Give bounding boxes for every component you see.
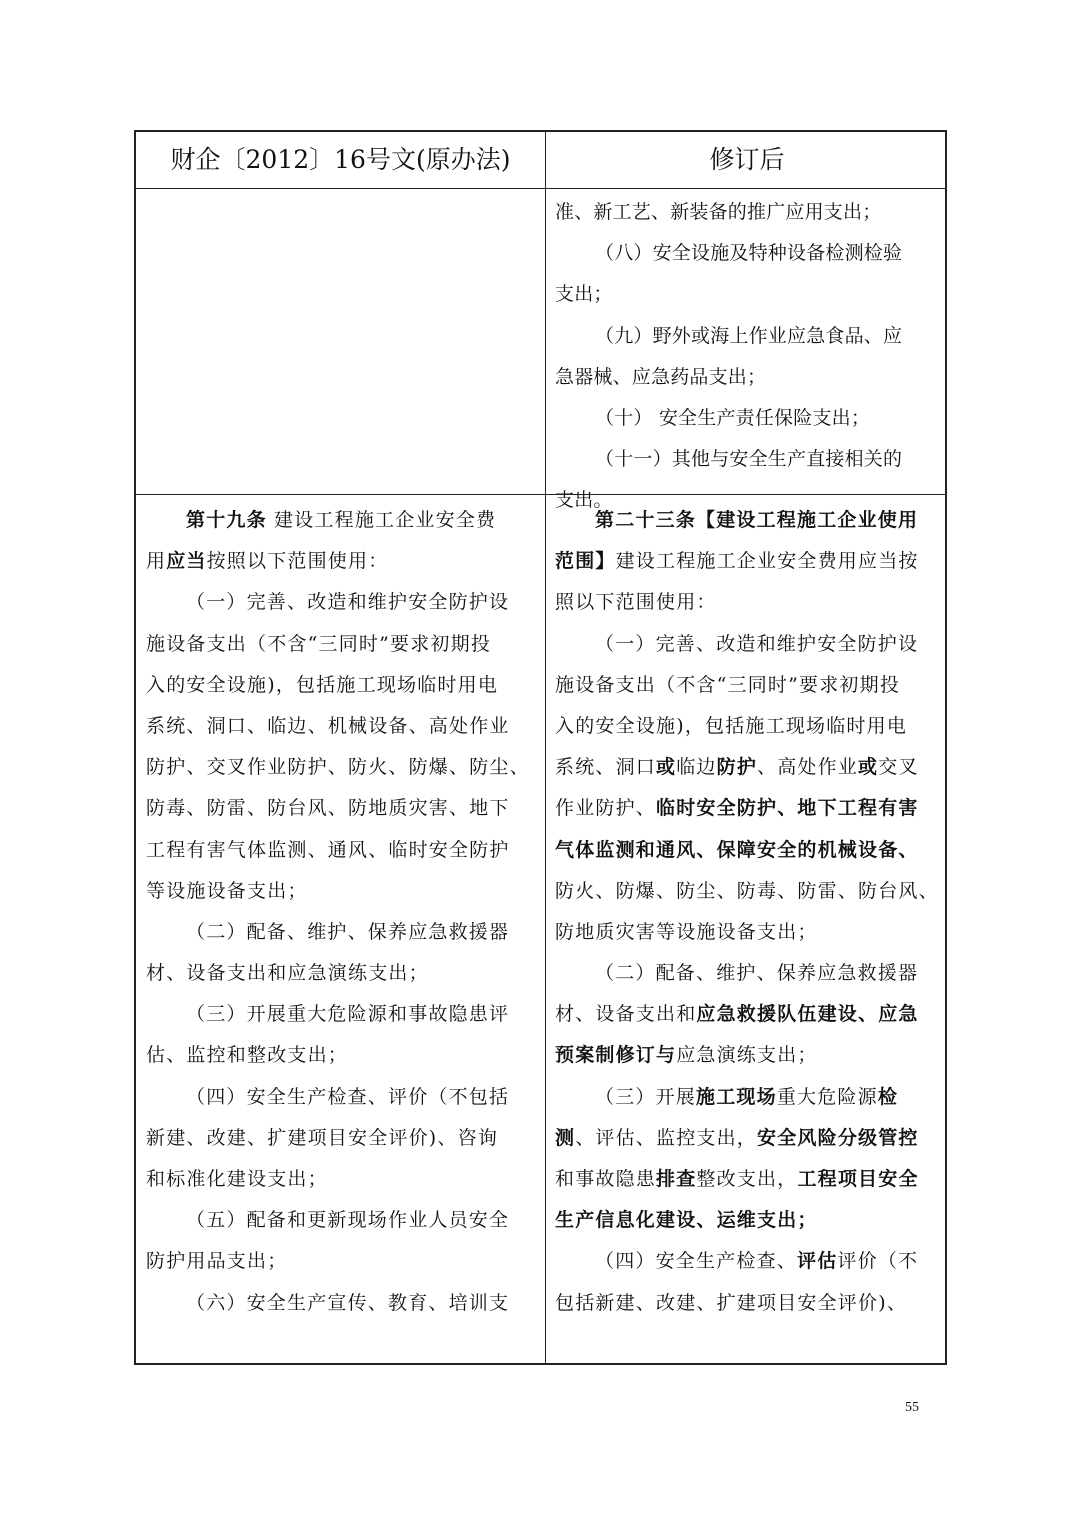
text-line: 气体监测和通风、保障安全的机械设备、 [555, 838, 919, 861]
text-line: 和事故隐患排查整改支出，工程项目安全 [555, 1168, 919, 1190]
comparison-table [134, 130, 947, 1365]
text-line: 急器械、应急药品支出； [555, 365, 767, 388]
text-line: （二）配备、维护、保养应急救援器 [186, 920, 510, 943]
header-revised: 修订后 [709, 145, 785, 174]
text-line: 防护用品支出； [146, 1250, 288, 1273]
text-line: 支出。 [555, 489, 613, 512]
text-line: （八）安全设施及特种设备检测检验 [595, 242, 903, 265]
text-line: 入的安全设施)，包括施工现场临时用电 [146, 673, 499, 696]
revised-article-cell [545, 500, 949, 1324]
text-line: 包括新建、改建、扩建项目安全评价)、 [555, 1291, 908, 1314]
text-line: 支出； [555, 283, 613, 306]
text-line: （十） 安全生产责任保险支出； [595, 406, 871, 429]
text-line: 测、评估、监控支出，安全风险分级管控 [555, 1126, 919, 1149]
text-line: 防毒、防雷、防台风、防地质灾害、地下 [146, 797, 510, 820]
text-line: （三）开展施工现场重大危险源检 [595, 1085, 899, 1108]
text-line: （二）配备、维护、保养应急救援器 [595, 962, 919, 985]
text-line: （九）野外或海上作业应急食品、应 [595, 324, 903, 347]
text-line: 施设备支出（不含“三同时”要求初期投 [146, 632, 492, 655]
text-line: 防地质灾害等设施设备支出； [555, 920, 818, 943]
text-line: 第十九条 建设工程施工企业安全费 [186, 509, 497, 531]
text-line: 材、设备支出和应急演练支出； [146, 962, 429, 985]
text-line: 用应当按照以下范围使用： [146, 550, 389, 573]
text-line: 施设备支出（不含“三同时”要求初期投 [555, 673, 901, 696]
text-line: 入的安全设施)，包括施工现场临时用电 [555, 714, 908, 737]
page-number: 55 [905, 1400, 919, 1415]
original-article-cell [136, 500, 545, 1324]
text-line: （六）安全生产宣传、教育、培训支 [186, 1291, 510, 1314]
text-line: 材、设备支出和应急救援队伍建设、应急 [555, 1003, 919, 1026]
text-line: 系统、洞口或临边防护、高处作业或交叉 [555, 756, 919, 779]
header-original: 财企〔2012〕16号文(原办法) [170, 145, 511, 174]
continuation-cell [545, 192, 949, 522]
text-line: 范围】建设工程施工企业安全费用应当按 [555, 550, 919, 573]
text-line: 第二十三条【建设工程施工企业使用 [595, 509, 919, 531]
text-line: 防护、交叉作业防护、防火、防爆、防尘、 [146, 756, 530, 779]
text-line: 和标准化建设支出； [146, 1168, 328, 1190]
header-divider [136, 188, 945, 189]
text-line: 照以下范围使用： [555, 591, 717, 614]
text-line: 准、新工艺、新装备的推广应用支出； [555, 201, 882, 223]
text-line: （十一）其他与安全生产直接相关的 [595, 448, 903, 471]
text-line: （五）配备和更新现场作业人员安全 [186, 1209, 510, 1232]
text-line: 新建、改建、扩建项目安全评价)、咨询 [146, 1126, 499, 1149]
text-line: （四）安全生产检查、评估评价（不 [595, 1250, 919, 1273]
text-line: （三）开展重大危险源和事故隐患评 [186, 1003, 510, 1026]
text-line: 作业防护、临时安全防护、地下工程有害 [555, 797, 919, 820]
text-line: 预案制修订与应急演练支出； [555, 1044, 818, 1067]
text-line: 生产信息化建设、运维支出； [555, 1209, 818, 1232]
text-line: 系统、洞口、临边、机械设备、高处作业 [146, 714, 510, 737]
text-line: 防火、防爆、防尘、防毒、防雷、防台风、 [555, 879, 939, 902]
text-line: 估、监控和整改支出； [146, 1044, 349, 1067]
text-line: 等设施设备支出； [146, 879, 308, 902]
text-line: （一）完善、改造和维护安全防护设 [595, 632, 919, 655]
text-line: （一）完善、改造和维护安全防护设 [186, 591, 510, 614]
text-line: （四）安全生产检查、评价（不包括 [186, 1085, 510, 1108]
text-line: 工程有害气体监测、通风、临时安全防护 [146, 838, 510, 861]
